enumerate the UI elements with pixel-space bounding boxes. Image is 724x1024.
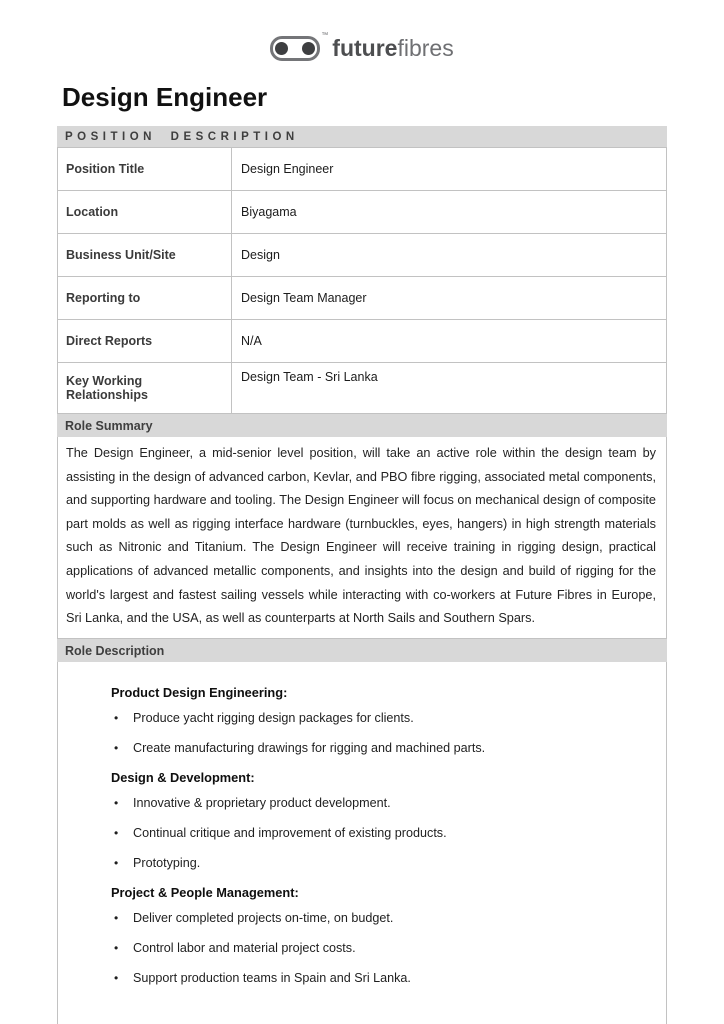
logo	[0, 0, 724, 62]
section-bar-role-summary: Role Summary	[57, 414, 667, 437]
list-item	[111, 855, 650, 872]
bullet-icon: •	[114, 855, 119, 870]
list-item	[111, 970, 650, 987]
bullet-text: Support production teams in Spain and Sri Lanka.	[133, 970, 411, 985]
role-section-heading: Project & People Management:	[111, 884, 299, 900]
list-item	[111, 740, 650, 757]
row-value: Design	[232, 234, 667, 277]
section-bar-role-description: Role Description	[57, 639, 667, 662]
list-item	[111, 825, 650, 842]
role-section-heading: Product Design Engineering:	[111, 684, 288, 700]
page-title: Design Engineer	[62, 82, 268, 112]
brand-bold: future	[332, 34, 398, 61]
list-item	[111, 940, 650, 957]
table-row	[58, 234, 667, 277]
logo-dot-icon	[275, 42, 288, 55]
row-value: Design Team - Sri Lanka	[232, 363, 667, 414]
row-label: Business Unit/Site	[58, 234, 232, 277]
row-label: Direct Reports	[58, 320, 232, 363]
brand-light: fibres	[397, 34, 454, 61]
table-row	[58, 148, 667, 191]
table-row	[58, 363, 667, 414]
bullet-icon: •	[114, 910, 119, 925]
logo-dot-icon	[302, 42, 315, 55]
bullet-icon: •	[114, 940, 119, 955]
list-item	[111, 795, 650, 812]
bullet-icon: •	[114, 710, 119, 725]
bullet-text: Prototyping.	[133, 855, 201, 870]
row-label: Reporting to	[58, 277, 232, 320]
bullet-icon: •	[114, 825, 119, 840]
role-summary-text: The Design Engineer, a mid-senior level position, will take an active role within the design team by assisting in the design of advanced carbon, Kevlar, and PBO fibre rigging, associated metal components, and supporting hardware and tooling. The Design Engineer will focus on mechanical design of composite part molds as well as rigging interface hardware (turnbuckles, eyes, hangers) in high strength materials such as Nitronic and Titanium. The Design Engineer will receive training in rigging design, practical applications of advanced metallic components, and insights into the design and build of rigging for the world's largest and fastest sailing vessels while interacting with co-workers at Future Fibres in Europe, Sri Lanka, and the USA, as well as counterparts at North Sails and Southern Spars.	[57, 437, 667, 639]
table-row	[58, 191, 667, 234]
row-label: Key Working Relationships	[58, 363, 232, 414]
role-description-box	[57, 662, 667, 1024]
list-item	[111, 910, 650, 927]
bullet-text: Control labor and material project costs.	[133, 940, 356, 955]
role-description-section	[111, 685, 650, 757]
row-value: Design Team Manager	[232, 277, 667, 320]
brand-wordmark	[332, 35, 453, 62]
row-label: Location	[58, 191, 232, 234]
list-item	[111, 710, 650, 727]
bullet-text: Produce yacht rigging design packages for clients.	[133, 710, 414, 725]
bullet-icon: •	[114, 740, 119, 755]
row-value: Design Engineer	[232, 148, 667, 191]
section-bar-position-description: POSITION DESCRIPTION	[57, 126, 667, 147]
row-label: Position Title	[58, 148, 232, 191]
role-description-section	[111, 885, 650, 987]
position-table	[57, 147, 667, 414]
table-row	[58, 320, 667, 363]
bullet-text: Innovative & proprietary product development.	[133, 795, 391, 810]
row-value: N/A	[232, 320, 667, 363]
futurefibres-logo-icon	[270, 36, 320, 61]
bullet-icon: •	[114, 970, 119, 985]
row-value: Biyagama	[232, 191, 667, 234]
table-row	[58, 277, 667, 320]
bullet-text: Deliver completed projects on-time, on budget.	[133, 910, 394, 925]
role-description-section	[111, 770, 650, 872]
bullet-text: Continual critique and improvement of existing products.	[133, 825, 447, 840]
role-section-heading: Design & Development:	[111, 769, 255, 785]
bullet-icon: •	[114, 795, 119, 810]
trademark-symbol: ™	[321, 32, 329, 39]
bullet-text: Create manufacturing drawings for rigging and machined parts.	[133, 740, 486, 755]
